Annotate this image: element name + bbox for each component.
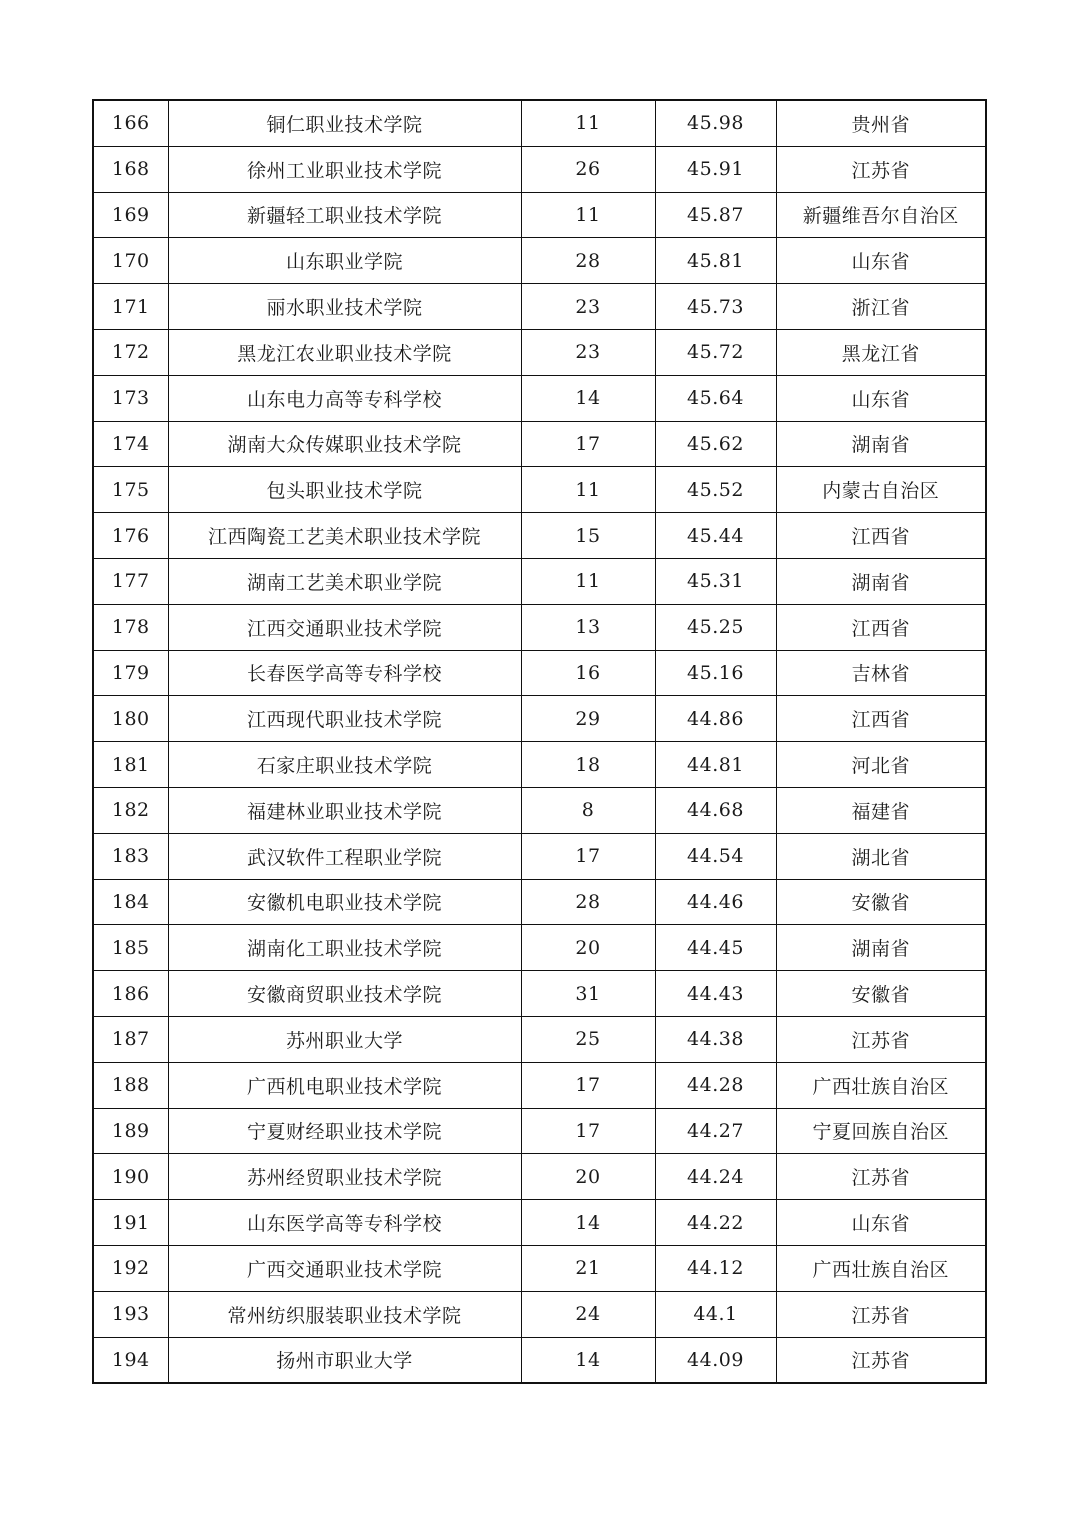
count-cell: 18 [521,742,655,788]
score-cell: 44.27 [655,1108,776,1154]
province-cell: 贵州省 [776,100,986,146]
score-cell: 45.73 [655,284,776,330]
rank-cell: 183 [93,833,168,879]
college-name-cell: 湖南大众传媒职业技术学院 [168,421,521,467]
college-name-cell: 丽水职业技术学院 [168,284,521,330]
rank-cell: 182 [93,787,168,833]
college-name-cell: 武汉软件工程职业学院 [168,833,521,879]
table-row [93,238,986,284]
count-cell: 23 [521,284,655,330]
province-cell: 江苏省 [776,146,986,192]
college-name-cell: 铜仁职业技术学院 [168,100,521,146]
score-cell: 45.52 [655,467,776,513]
score-cell: 44.46 [655,879,776,925]
table-row [93,421,986,467]
count-cell: 13 [521,604,655,650]
score-cell: 44.09 [655,1337,776,1383]
count-cell: 11 [521,100,655,146]
college-name-cell: 安徽商贸职业技术学院 [168,971,521,1017]
count-cell: 17 [521,833,655,879]
count-cell: 28 [521,879,655,925]
score-cell: 45.16 [655,650,776,696]
college-name-cell: 宁夏财经职业技术学院 [168,1108,521,1154]
province-cell: 黑龙江省 [776,329,986,375]
table-row [93,696,986,742]
score-cell: 45.31 [655,558,776,604]
score-cell: 44.81 [655,742,776,788]
count-cell: 11 [521,192,655,238]
college-name-cell: 江西现代职业技术学院 [168,696,521,742]
count-cell: 20 [521,925,655,971]
province-cell: 湖南省 [776,925,986,971]
college-name-cell: 包头职业技术学院 [168,467,521,513]
score-cell: 45.62 [655,421,776,467]
rank-cell: 172 [93,329,168,375]
count-cell: 14 [521,1200,655,1246]
rank-cell: 180 [93,696,168,742]
table-row [93,925,986,971]
count-cell: 8 [521,787,655,833]
college-name-cell: 安徽机电职业技术学院 [168,879,521,925]
table-row [93,604,986,650]
rank-cell: 181 [93,742,168,788]
rank-cell: 193 [93,1291,168,1337]
rank-cell: 189 [93,1108,168,1154]
rank-cell: 175 [93,467,168,513]
college-name-cell: 广西机电职业技术学院 [168,1062,521,1108]
province-cell: 浙江省 [776,284,986,330]
score-cell: 45.98 [655,100,776,146]
table-row [93,1291,986,1337]
rank-cell: 179 [93,650,168,696]
rank-cell: 186 [93,971,168,1017]
count-cell: 11 [521,467,655,513]
count-cell: 29 [521,696,655,742]
college-name-cell: 扬州市职业大学 [168,1337,521,1383]
province-cell: 湖北省 [776,833,986,879]
province-cell: 山东省 [776,238,986,284]
count-cell: 15 [521,513,655,559]
table-row [93,742,986,788]
college-name-cell: 湖南化工职业技术学院 [168,925,521,971]
province-cell: 江苏省 [776,1337,986,1383]
rank-cell: 187 [93,1016,168,1062]
score-cell: 45.81 [655,238,776,284]
count-cell: 17 [521,421,655,467]
rank-cell: 168 [93,146,168,192]
rank-cell: 169 [93,192,168,238]
table-row [93,971,986,1017]
table-row [93,833,986,879]
province-cell: 河北省 [776,742,986,788]
score-cell: 45.91 [655,146,776,192]
score-cell: 45.64 [655,375,776,421]
province-cell: 山东省 [776,375,986,421]
score-cell: 44.1 [655,1291,776,1337]
table-row [93,1108,986,1154]
table-row [93,650,986,696]
score-cell: 45.25 [655,604,776,650]
count-cell: 14 [521,1337,655,1383]
rank-cell: 192 [93,1245,168,1291]
college-name-cell: 福建林业职业技术学院 [168,787,521,833]
province-cell: 江西省 [776,513,986,559]
table-row [93,375,986,421]
table-row [93,467,986,513]
count-cell: 23 [521,329,655,375]
score-cell: 44.54 [655,833,776,879]
province-cell: 内蒙古自治区 [776,467,986,513]
college-name-cell: 徐州工业职业技术学院 [168,146,521,192]
rank-cell: 170 [93,238,168,284]
rank-cell: 194 [93,1337,168,1383]
table-row [93,1200,986,1246]
table-row [93,558,986,604]
rank-cell: 190 [93,1154,168,1200]
rank-cell: 176 [93,513,168,559]
score-cell: 44.24 [655,1154,776,1200]
province-cell: 安徽省 [776,971,986,1017]
table-row [93,1337,986,1383]
count-cell: 24 [521,1291,655,1337]
college-name-cell: 山东职业学院 [168,238,521,284]
province-cell: 福建省 [776,787,986,833]
score-cell: 44.68 [655,787,776,833]
rank-cell: 178 [93,604,168,650]
province-cell: 江西省 [776,696,986,742]
score-cell: 44.43 [655,971,776,1017]
count-cell: 17 [521,1108,655,1154]
table-row [93,1245,986,1291]
college-name-cell: 山东电力高等专科学校 [168,375,521,421]
province-cell: 新疆维吾尔自治区 [776,192,986,238]
table-row [93,100,986,146]
count-cell: 31 [521,971,655,1017]
table-row [93,146,986,192]
college-name-cell: 新疆轻工职业技术学院 [168,192,521,238]
count-cell: 17 [521,1062,655,1108]
rank-cell: 191 [93,1200,168,1246]
table-row [93,1016,986,1062]
college-name-cell: 广西交通职业技术学院 [168,1245,521,1291]
score-cell: 44.45 [655,925,776,971]
college-name-cell: 苏州经贸职业技术学院 [168,1154,521,1200]
rank-cell: 166 [93,100,168,146]
score-cell: 44.22 [655,1200,776,1246]
score-cell: 44.12 [655,1245,776,1291]
college-name-cell: 湖南工艺美术职业学院 [168,558,521,604]
table-row [93,513,986,559]
table-row [93,787,986,833]
college-name-cell: 江西交通职业技术学院 [168,604,521,650]
score-cell: 44.28 [655,1062,776,1108]
count-cell: 20 [521,1154,655,1200]
score-cell: 45.44 [655,513,776,559]
rank-cell: 174 [93,421,168,467]
rank-cell: 184 [93,879,168,925]
province-cell: 山东省 [776,1200,986,1246]
province-cell: 广西壮族自治区 [776,1245,986,1291]
score-cell: 45.87 [655,192,776,238]
rank-cell: 177 [93,558,168,604]
count-cell: 14 [521,375,655,421]
rank-cell: 185 [93,925,168,971]
table-row [93,1062,986,1108]
count-cell: 16 [521,650,655,696]
count-cell: 28 [521,238,655,284]
table-row [93,284,986,330]
province-cell: 江苏省 [776,1154,986,1200]
college-name-cell: 长春医学高等专科学校 [168,650,521,696]
rank-cell: 188 [93,1062,168,1108]
province-cell: 湖南省 [776,421,986,467]
province-cell: 湖南省 [776,558,986,604]
college-name-cell: 江西陶瓷工艺美术职业技术学院 [168,513,521,559]
college-name-cell: 石家庄职业技术学院 [168,742,521,788]
province-cell: 安徽省 [776,879,986,925]
table-row [93,879,986,925]
score-cell: 44.38 [655,1016,776,1062]
college-name-cell: 苏州职业大学 [168,1016,521,1062]
rank-cell: 173 [93,375,168,421]
rank-cell: 171 [93,284,168,330]
count-cell: 25 [521,1016,655,1062]
province-cell: 江苏省 [776,1016,986,1062]
table-row [93,192,986,238]
table-row [93,1154,986,1200]
count-cell: 26 [521,146,655,192]
college-name-cell: 常州纺织服装职业技术学院 [168,1291,521,1337]
score-cell: 44.86 [655,696,776,742]
province-cell: 江西省 [776,604,986,650]
ranking-table-body [93,100,986,1383]
ranking-table [92,99,987,1384]
province-cell: 吉林省 [776,650,986,696]
ranking-table-container [92,99,985,1384]
count-cell: 21 [521,1245,655,1291]
college-name-cell: 山东医学高等专科学校 [168,1200,521,1246]
count-cell: 11 [521,558,655,604]
table-row [93,329,986,375]
province-cell: 江苏省 [776,1291,986,1337]
score-cell: 45.72 [655,329,776,375]
province-cell: 广西壮族自治区 [776,1062,986,1108]
college-name-cell: 黑龙江农业职业技术学院 [168,329,521,375]
province-cell: 宁夏回族自治区 [776,1108,986,1154]
